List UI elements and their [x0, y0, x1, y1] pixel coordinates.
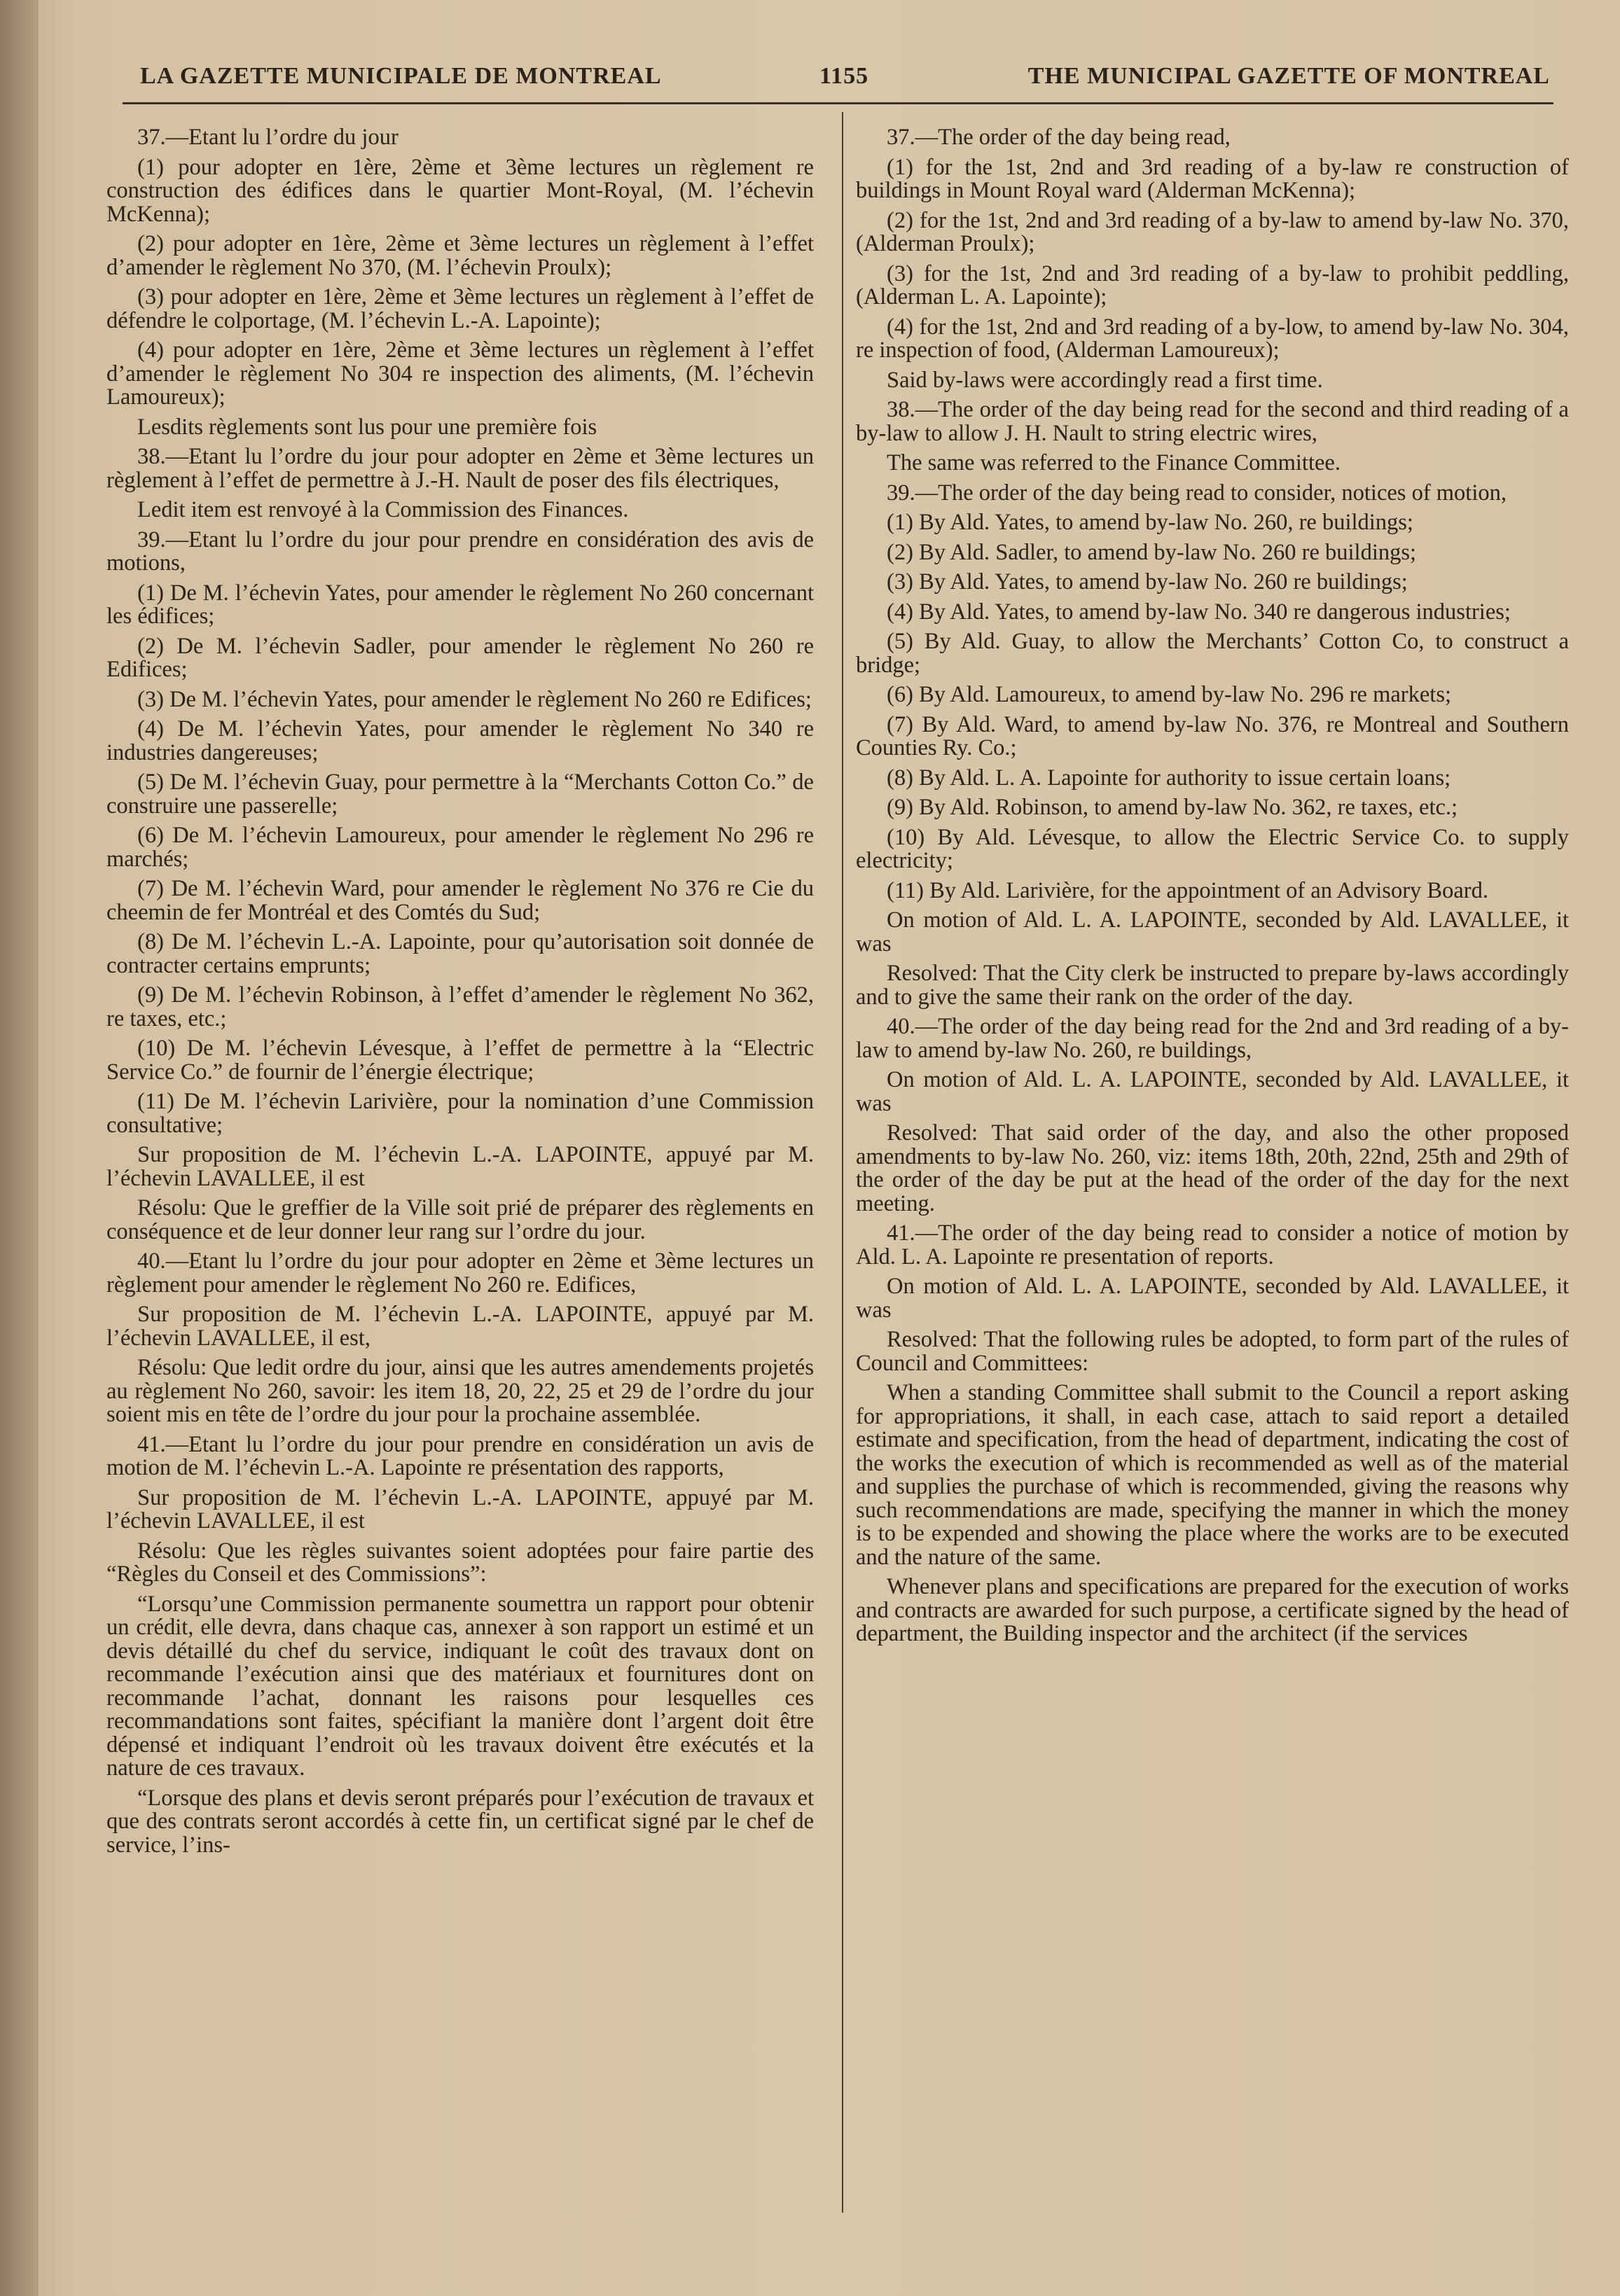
english-paragraph: (6) By Ald. Lamoureux, to amend by-law No. 296 re markets; [887, 682, 1451, 707]
english-paragraph: 39.—The order of the day being read to consider, notices of motion, [887, 480, 1507, 506]
page-header [140, 56, 1550, 105]
french-paragraph: (8) De M. l’échevin L.-A. Lapointe, pour qu’autorisation soit donnée de contracter certains emprunts; [106, 929, 814, 978]
french-paragraph: (3) pour adopter en 1ère, 2ème et 3ème lectures un règlement à l’effet de défendre le colportage, (M. l’échevin L.-A. Lapointe); [106, 284, 814, 333]
english-paragraph: (2) By Ald. Sadler, to amend by-law No. 260 re buildings; [887, 539, 1417, 565]
english-paragraph: Whenever plans and specifications are prepared for the execution of works and contracts are awarded for such purpose, a certificate signed by the head of department, the Building inspector and the architect (if the services [856, 1574, 1569, 1646]
french-paragraph: 41.—Etant lu l’ordre du jour pour prendre en considération un avis de motion de M. l’échevin L.-A. Lapointe re présentation des rapports, [106, 1431, 814, 1480]
english-paragraph: Resolved: That the following rules be adopted, to form part of the rules of Council and Committees: [856, 1327, 1569, 1376]
french-paragraph: (2) De M. l’échevin Sadler, pour amender le règlement No 260 re Edifices; [106, 633, 814, 682]
english-paragraph: 38.—The order of the day being read for the second and third reading of a by-law to allow J. H. Nault to string electric wires, [856, 397, 1569, 446]
english-paragraph: (2) for the 1st, 2nd and 3rd reading of a by-law to amend by-law No. 370, (Alderman Proulx); [856, 207, 1569, 256]
french-paragraph: “Lorsque des plans et devis seront préparés pour l’exécution de travaux et que des contrats seront accordés à cette fin, un certificat signé par le chef de service, l’ins- [106, 1785, 814, 1858]
header-english-title: THE MUNICIPAL GAZETTE OF MONTREAL [1027, 63, 1550, 89]
english-paragraph: (8) By Ald. L. A. Lapointe for authority to issue certain loans; [887, 765, 1451, 791]
french-paragraph: (4) pour adopter en 1ère, 2ème et 3ème lectures un règlement à l’effet d’amender le règlement No 304 re inspection des aliments, (M. l’échevin Lamoureux); [106, 338, 814, 410]
french-paragraph: (6) De M. l’échevin Lamoureux, pour amender le règlement No 296 re marchés; [106, 823, 814, 872]
french-paragraph: (11) De M. l’échevin Larivière, pour la nomination d’une Commission consultative; [106, 1089, 814, 1138]
french-paragraph: 40.—Etant lu l’ordre du jour pour adopter en 2ème et 3ème lectures un règlement pour amender le règlement No 260 re. Edifices, [106, 1248, 814, 1297]
french-paragraph: Sur proposition de M. l’échevin L.-A. LAPOINTE, appuyé par M. l’échevin LAVALLEE, il est [106, 1142, 814, 1191]
english-paragraph: 41.—The order of the day being read to consider a notice of motion by Ald. L. A. Lapointe re presentation of reports. [856, 1220, 1569, 1269]
french-column [106, 126, 814, 1863]
french-paragraph: (10) De M. l’échevin Lévesque, à l’effet de permettre à la “Electric Service Co.” de fournir de l’énergie électrique; [106, 1036, 814, 1085]
english-paragraph: (10) By Ald. Lévesque, to allow the Electric Service Co. to supply electricity; [856, 824, 1569, 873]
english-paragraph: (3) for the 1st, 2nd and 3rd reading of a by-law to prohibit peddling, (Alderman L. A. Lapointe); [856, 260, 1569, 309]
english-paragraph: On motion of Ald. L. A. LAPOINTE, seconded by Ald. LAVALLEE, it was [856, 1067, 1569, 1116]
english-paragraph: (1) for the 1st, 2nd and 3rd reading of a by-law re construction of buildings in Mount Royal ward (Alderman McKenna); [856, 154, 1569, 203]
header-french-title: LA GAZETTE MUNICIPALE DE MONTREAL [140, 63, 662, 89]
french-paragraph: (4) De M. l’échevin Yates, pour amender le règlement No 340 re industries dangereuses; [106, 716, 814, 765]
english-column [856, 126, 1569, 1653]
english-paragraph: When a standing Committee shall submit to the Council a report asking for appropriations, it shall, in each case, attach to said report a detailed estimate and specification, from the head of department, indicating the cost of the works the execution of which is recommended as well as of the material and supplies the purchase of which is recommended, giving the reasons why such recommendations are made, specifying the manner in which the money is to be expended and showing the place where the works are to be executed and the nature of the same. [856, 1380, 1569, 1570]
french-paragraph: (2) pour adopter en 1ère, 2ème et 3ème lectures un règlement à l’effet d’amender le règlement No 370, (M. l’échevin Proulx); [106, 231, 814, 280]
english-paragraph: On motion of Ald. L. A. LAPOINTE, seconded by Ald. LAVALLEE, it was [856, 907, 1569, 956]
english-paragraph: On motion of Ald. L. A. LAPOINTE, seconded by Ald. LAVALLEE, it was [856, 1274, 1569, 1323]
french-paragraph: (1) pour adopter en 1ère, 2ème et 3ème lectures un règlement re construction des édifices dans le quartier Mont-Royal, (M. l’échevin McKenna); [106, 154, 814, 227]
english-paragraph: The same was referred to the Finance Committee. [887, 450, 1341, 475]
english-paragraph: 37.—The order of the day being read, [887, 125, 1231, 150]
french-paragraph: Résolu: Que les règles suivantes soient adoptées pour faire partie des “Règles du Conseil et des Commissions”: [106, 1538, 814, 1587]
page-number: 1155 [819, 63, 869, 89]
french-paragraph: Résolu: Que ledit ordre du jour, ainsi que les autres amendements projetés au règlement No 260, savoir: les item 18, 20, 22, 25 et 29 de l’ordre du jour soient mis en tête de l’ordre du jour pour la prochaine assemblée. [106, 1355, 814, 1427]
french-paragraph: Ledit item est renvoyé à la Commission des Finances. [137, 497, 629, 522]
english-paragraph: Resolved: That the City clerk be instructed to prepare by-laws accordingly and to give the same their rank on the order of the day. [856, 961, 1569, 1010]
english-paragraph: (4) for the 1st, 2nd and 3rd reading of a by-low, to amend by-law No. 304, re inspection of food, (Alderman Lamoureux); [856, 314, 1569, 363]
english-paragraph: (5) By Ald. Guay, to allow the Merchants’ Cotton Co, to construct a bridge; [856, 629, 1569, 678]
french-paragraph: Résolu: Que le greffier de la Ville soit prié de préparer des règlements en conséquence et de leur donner leur rang sur l’ordre du jour. [106, 1195, 814, 1244]
english-paragraph: (9) By Ald. Robinson, to amend by-law No. 362, re taxes, etc.; [887, 795, 1458, 820]
english-paragraph: Said by-laws were accordingly read a first time. [887, 367, 1323, 393]
french-paragraph: Lesdits règlements sont lus pour une première fois [137, 414, 597, 440]
column-divider [842, 112, 843, 2213]
french-paragraph: (7) De M. l’échevin Ward, pour amender le règlement No 376 re Cie du cheemin de fer Montréal et des Comtés du Sud; [106, 876, 814, 925]
english-paragraph: (11) By Ald. Larivière, for the appointment of an Advisory Board. [887, 877, 1488, 903]
english-paragraph: 40.—The order of the day being read for the 2nd and 3rd reading of a by-law to amend by-law No. 260, re buildings, [856, 1014, 1569, 1063]
english-paragraph: (1) By Ald. Yates, to amend by-law No. 260, re buildings; [887, 510, 1413, 535]
english-paragraph: (7) By Ald. Ward, to amend by-law No. 376, re Montreal and Southern Counties Ry. Co.; [856, 711, 1569, 760]
header-rule [123, 102, 1553, 104]
english-paragraph: Resolved: That said order of the day, and also the other proposed amendments to by-law No. 260, viz: items 18th, 20th, 22nd, 25th and 29th of the order of the day be put at the head of the order of the day for the next meeting. [856, 1120, 1569, 1216]
french-paragraph: 38.—Etant lu l’ordre du jour pour adopter en 2ème et 3ème lectures un règlement à l’effet de permettre à J.-H. Nault de poser des fils électriques, [106, 444, 814, 493]
french-paragraph: (9) De M. l’échevin Robinson, à l’effet d’amender le règlement No 362, re taxes, etc.; [106, 982, 814, 1031]
french-paragraph: Sur proposition de M. l’échevin L.-A. LAPOINTE, appuyé par M. l’échevin LAVALLEE, il est [106, 1484, 814, 1533]
french-paragraph: 39.—Etant lu l’ordre du jour pour prendre en considération des avis de motions, [106, 527, 814, 576]
french-paragraph: (1) De M. l’échevin Yates, pour amender le règlement No 260 concernant les édifices; [106, 580, 814, 629]
french-paragraph: Sur proposition de M. l’échevin L.-A. LAPOINTE, appuyé par M. l’échevin LAVALLEE, il est, [106, 1302, 814, 1351]
french-paragraph: (5) De M. l’échevin Guay, pour permettre à la “Merchants Cotton Co.” de construire une passerelle; [106, 770, 814, 819]
french-paragraph: (3) De M. l’échevin Yates, pour amender le règlement No 260 re Edifices; [137, 686, 812, 712]
french-paragraph: 37.—Etant lu l’ordre du jour [137, 125, 399, 150]
english-paragraph: (3) By Ald. Yates, to amend by-law No. 260 re buildings; [887, 569, 1408, 594]
french-paragraph: “Lorsqu’une Commission permanente soumettra un rapport pour obtenir un crédit, elle devra, dans chaque cas, annexer à son rapport un estimé et un devis détaillé du chef du service, indiquant le coût des travaux dont on recommande l’exécution ainsi que des matériaux et fournitures dont on recommande l’achat, donnant les raisons pour lesquelles ces recommandations sont faites, spécifiant la manière dont l’argent doit être dépensé et indiquant l’endroit où les travaux doivent être exécutés et la nature de ces travaux. [106, 1591, 814, 1781]
english-paragraph: (4) By Ald. Yates, to amend by-law No. 340 re dangerous industries; [887, 599, 1511, 625]
